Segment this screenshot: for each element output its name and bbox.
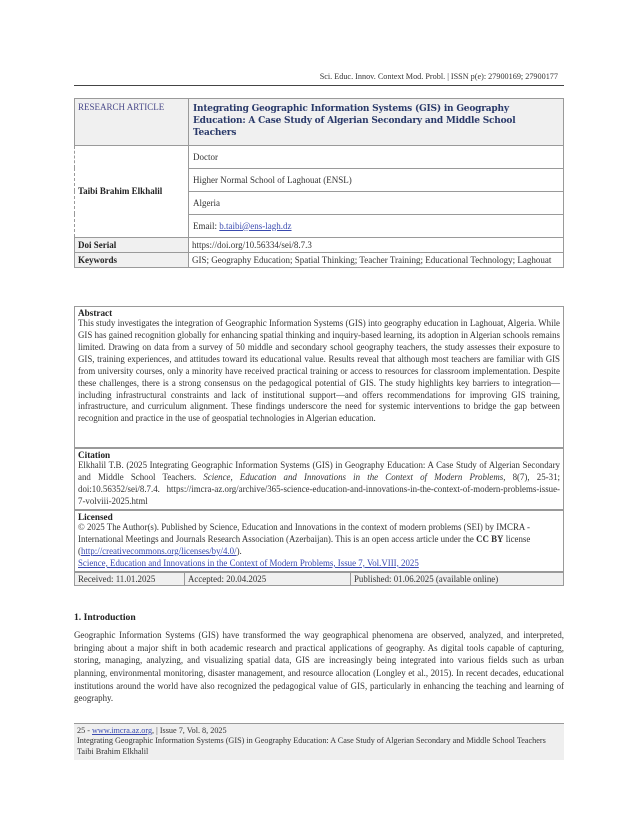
citation-journal: Science, Education and Innovations in the Context of Modern Problems bbox=[203, 471, 504, 482]
journal-header: Sci. Educ. Innov. Context Mod. Probl. | ISSN p(e): 27900169; 27900177 bbox=[319, 72, 558, 81]
keywords-label: Keywords bbox=[75, 253, 189, 268]
footer-author: Taibi Brahim Elkhalil bbox=[77, 746, 149, 756]
doi-value[interactable]: https://doi.org/10.56334/sei/8.7.3 bbox=[189, 237, 564, 252]
email-label: Email: bbox=[193, 220, 220, 231]
page-footer bbox=[74, 723, 564, 760]
article-meta-table bbox=[74, 98, 564, 268]
received-date: Received: 11.01.2025 bbox=[75, 573, 185, 586]
accepted-date: Accepted: 20.04.2025 bbox=[185, 573, 351, 586]
author-country: Algeria bbox=[189, 191, 564, 214]
author-degree: Doctor bbox=[189, 145, 564, 168]
introduction-heading: 1. Introduction bbox=[74, 612, 136, 623]
license-text: © 2025 The Author(s). Published by Science, Education and Innovations in the context of modern problems (SEI) by IMCRA - International Meetings and Journals Research Association (Azerbaijan). This is an open access article under the CC BY license (http://creativecommons.org/licenses/by/4.0/). Science, Education and Innovations in the Context of Modern Problems, Issue 7, Vol.VIII, 2025 bbox=[78, 522, 531, 568]
journal-issue-link[interactable]: Science, Education and Innovations in the Context of Modern Problems, Issue 7, Vol.VIII, 2025 bbox=[78, 557, 419, 568]
doi-label: Doi Serial bbox=[75, 237, 189, 252]
footer-site-link[interactable]: www.imcra.az.org bbox=[92, 726, 153, 735]
keywords-value: GIS; Geography Education; Spatial Thinking; Teacher Training; Educational Technology; Laghouat bbox=[189, 253, 564, 268]
author-institution: Higher Normal School of Laghouat (ENSL) bbox=[189, 168, 564, 191]
cc-by-label: CC BY bbox=[476, 533, 504, 544]
article-type: RESEARCH ARTICLE bbox=[75, 99, 189, 146]
header-rule bbox=[74, 85, 564, 86]
abstract-section bbox=[74, 306, 564, 448]
abstract-title: Abstract bbox=[78, 308, 113, 318]
license-title: Licensed bbox=[78, 512, 113, 522]
citation-text: Elkhalil T.B. (2025 Integrating Geographic Information Systems (GIS) in Geography Education: A Case Study of Algerian Secondary and Middle School Teachers. Science, Education and Innovations in the Context of Modern Problems, 8(7), 25-31; doi:10.56352/sei/8.7.4. https://imcra-az.org/archive/365-science-education-and-innovations-in-the-context-of-modern-problems-issue-7-volviii-2025.html bbox=[78, 460, 560, 506]
introduction-text: Geographic Information Systems (GIS) have transformed the way geographical phenomena are observed, analyzed, and interpreted, bringing about a major shift in both academic research and practical applications of geography. As digital tools capable of capturing, storing, managing, analyzing, and visualizing spatial data, GIS are increasingly being integrated into various fields such as urban planning, environmental monitoring, disaster management, and resource allocation (Longley et al., 2015). In recent decades, educational institutions around the world have also recognized the pedagogical value of GIS, particularly in enhancing the teaching and learning of geography. bbox=[74, 630, 564, 704]
email-link[interactable]: b.taibi@ens-lagh.dz bbox=[219, 220, 292, 231]
page-number: 25 - bbox=[77, 726, 93, 735]
dates-table bbox=[74, 572, 564, 586]
author-name: Taibi Brahim Elkhalil bbox=[75, 145, 189, 237]
footer-issue: , | Issue 7, Vol. 8, 2025 bbox=[152, 726, 227, 735]
license-section bbox=[74, 510, 564, 572]
license-url-link[interactable]: http://creativecommons.org/licenses/by/4.0/ bbox=[80, 545, 237, 556]
abstract-text: This study investigates the integration of Geographic Information Systems (GIS) into geography education in Laghouat, Algeria. While GIS has gained recognition globally for enhancing spatial thinking and inquiry-based learning, its adoption in Algerian schools remains limited. Drawing on data from a survey of 50 middle and secondary school geography teachers, the study assesses their exposure to GIS, training experiences, and attitudes toward its educational value. Results reveal that although most teachers are familiar with GIS from university courses, only a minority have received practical training or access to resources for classroom implementation. Despite these challenges, there is a strong consensus on the pedagogical potential of GIS. The study highlights key barriers to integration—including infrastructural constraints and lack of institutional support—and offers recommendations for improving GIS training, infrastructure, and curriculum alignment. These findings underscore the need for systemic interventions to bridge the gap between recognition and practice in the use of geospatial technologies in Algerian education. bbox=[78, 318, 560, 424]
published-date: Published: 01.06.2025 (available online) bbox=[351, 573, 564, 586]
footer-title: Integrating Geographic Information Systems (GIS) in Geography Education: A Case Study of Algerian Secondary and Middle School Teachers bbox=[77, 736, 546, 746]
citation-section bbox=[74, 448, 564, 510]
citation-title: Citation bbox=[78, 450, 111, 460]
article-title: Integrating Geographic Information Systems (GIS) in Geography Education: A Case Study of Algerian Secondary and Middle School Teachers bbox=[189, 99, 564, 146]
author-email-row bbox=[189, 214, 564, 237]
